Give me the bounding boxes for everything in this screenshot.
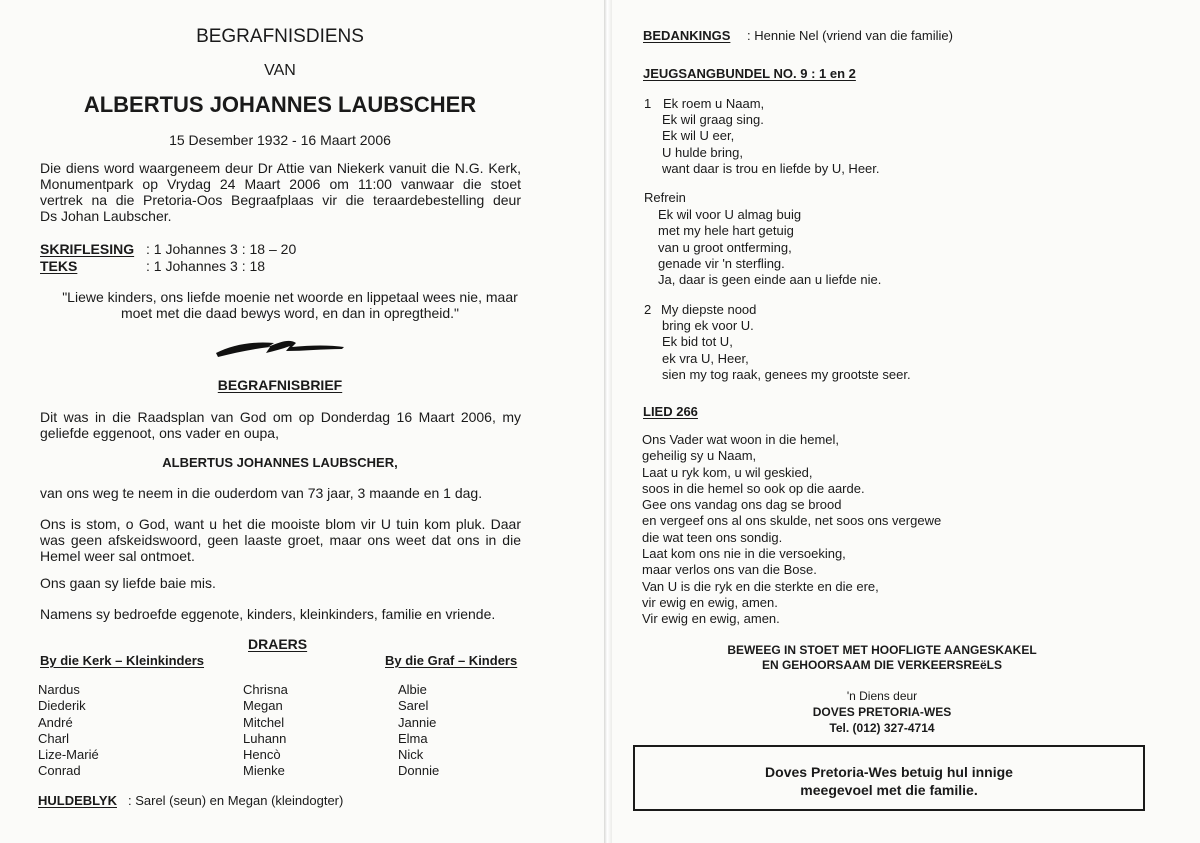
verse2-first-line: My diepste nood bbox=[661, 302, 757, 317]
company-phone: Tel. (012) 327-4714 bbox=[829, 721, 935, 735]
pallbearer-name: Sarel bbox=[398, 698, 429, 714]
begrafnisbrief-heading: BEGRAFNISBRIEF bbox=[217, 377, 343, 393]
bedankings-label: BEDANKINGS bbox=[643, 28, 731, 43]
verse-line: Ek wil graag sing. bbox=[662, 112, 764, 127]
service-line: Ds Johan Laubscher. bbox=[40, 208, 172, 224]
deceased-name-repeat: ALBERTUS JOHANNES LAUBSCHER, bbox=[162, 455, 398, 470]
pallbearer-name: Albie bbox=[398, 682, 427, 697]
service-line: Monumentpark op Vrydag 24 Maart 2006 om 11:00 vanwaar die stoet bbox=[40, 176, 521, 192]
pallbearer-name: Mitchel bbox=[243, 714, 285, 730]
pallbearer-name: Mienke bbox=[243, 763, 285, 779]
lied-line: vir ewig en ewig, amen. bbox=[642, 594, 778, 610]
verse2-number: 2 bbox=[644, 302, 652, 317]
huldeblyk-label: HULDEBLYK bbox=[38, 793, 117, 808]
stom-line: Hemel weer sal ontmoet. bbox=[40, 548, 195, 564]
company-name: DOVES PRETORIA-WES bbox=[812, 705, 952, 719]
verse-line: want daar is trou en liefde by U, Heer. bbox=[662, 160, 880, 176]
lied-line: Ons Vader wat woon in die hemel, bbox=[642, 432, 840, 447]
graf-pallbearers-col bbox=[398, 682, 439, 780]
lied-lines bbox=[642, 432, 941, 628]
verse-line: sien my tog raak, genees my grootste seer. bbox=[662, 366, 911, 382]
stom-line: Ons is stom, o God, want u het die mooiste blom vir U tuin kom pluk. Daar bbox=[40, 516, 521, 532]
verse2-lines bbox=[662, 318, 911, 383]
stom-line: was geen afskeidswoord, geen laaste groet, maar ons weet dat ons in die bbox=[40, 532, 521, 548]
service-heading: BEGRAFNISDIENS bbox=[196, 26, 364, 47]
kerk-heading: By die Kerk – Kleinkinders bbox=[40, 653, 205, 668]
refrein-label: Refrein bbox=[644, 190, 686, 205]
graf-heading: By die Graf – Kinders bbox=[385, 653, 518, 668]
pallbearer-name: Jannie bbox=[398, 714, 437, 730]
pallbearer-name: Hencò bbox=[243, 747, 281, 763]
lied-line: Gee ons vandag ons dag se brood bbox=[642, 497, 842, 513]
pallbearer-name: Chrisna bbox=[243, 682, 288, 697]
scripture-quote bbox=[30, 289, 550, 321]
skriflesing-label: SKRIFLESING bbox=[40, 241, 135, 257]
pallbearer-name: Conrad bbox=[38, 763, 81, 779]
lied-line: Van U is die ryk en die sterkte en die ere, bbox=[642, 578, 879, 594]
skriflesing-value: : 1 Johannes 3 : 18 – 20 bbox=[146, 241, 297, 257]
refrein-line: Ek wil voor U almag buig bbox=[658, 207, 802, 222]
jeugsangbundel-heading: JEUGSANGBUNDEL NO. 9 : 1 en 2 bbox=[643, 66, 856, 81]
brief-line: geliefde eggenoot, ons vader en oupa, bbox=[40, 425, 279, 441]
life-dates: 15 Desember 1932 - 16 Maart 2006 bbox=[169, 132, 391, 148]
verse-line: bring ek voor U. bbox=[662, 318, 754, 333]
lied-line: die wat teen ons sondig. bbox=[642, 529, 783, 545]
condolence-box bbox=[633, 745, 1145, 811]
refrein-line: Ja, daar is geen einde aan u liefde nie. bbox=[658, 272, 882, 288]
brief-paragraph bbox=[40, 409, 521, 441]
names-line: Namens sy bedroefde eggenote, kinders, kleinkinders, familie en vriende. bbox=[40, 606, 496, 622]
teks-label: TEKS bbox=[40, 258, 78, 274]
notice-line: BEWEEG IN STOET MET HOOFLIGTE AANGESKAKEL bbox=[727, 643, 1037, 657]
verse1-first-line: Ek roem u Naam, bbox=[663, 96, 765, 111]
lied-line: geheilig sy u Naam, bbox=[642, 448, 757, 464]
lied-heading: LIED 266 bbox=[643, 404, 698, 419]
stom-paragraph bbox=[40, 516, 521, 564]
refrein-line: genade vir 'n sterfling. bbox=[658, 255, 785, 271]
lied-line: en vergeef ons al ons skulde, net soos ons vergewe bbox=[642, 513, 942, 529]
verse-line: ek vra U, Heer, bbox=[662, 350, 749, 366]
lied-line: Laat u ryk kom, u wil geskied, bbox=[642, 464, 813, 480]
pallbearer-name: Diederik bbox=[38, 698, 86, 714]
pallbearer-name: Lize-Marié bbox=[38, 747, 99, 763]
quote-line: moet met die daad bewys word, en dan in opregtheid." bbox=[120, 305, 460, 321]
huldeblyk-value: : Sarel (seun) en Megan (kleindogter) bbox=[128, 793, 344, 808]
verse-line: U hulde bring, bbox=[662, 144, 743, 160]
decorative-brushstroke bbox=[212, 335, 348, 361]
brief-line: Dit was in die Raadsplan van God om op Donderdag 16 Maart 2006, my bbox=[40, 409, 521, 425]
deceased-name: ALBERTUS JOHANNES LAUBSCHER bbox=[83, 92, 477, 117]
lied-line: Laat kom ons nie in die versoeking, bbox=[642, 546, 846, 562]
verse-line: Ek wil U eer, bbox=[662, 128, 735, 144]
pallbearer-name: Nick bbox=[398, 747, 424, 763]
pallbearer-name: Nardus bbox=[38, 682, 80, 697]
verse1-lines bbox=[662, 112, 880, 177]
teks-value: : 1 Johannes 3 : 18 bbox=[146, 258, 266, 274]
condolence-line: Doves Pretoria-Wes betuig hul innige bbox=[765, 764, 1013, 780]
pallbearer-name: Megan bbox=[243, 698, 283, 714]
procession-notice bbox=[672, 643, 1092, 673]
verse-line: Ek bid tot U, bbox=[662, 334, 733, 350]
draers-heading: DRAERS bbox=[248, 636, 308, 652]
refrein-line: met my hele hart getuig bbox=[658, 223, 794, 239]
pallbearer-name: Charl bbox=[38, 730, 70, 746]
quote-line: "Liewe kinders, ons liefde moenie net woorde en lippetaal wees nie, maar bbox=[62, 289, 518, 305]
pallbearer-name: André bbox=[38, 714, 73, 730]
van-label: VAN bbox=[264, 62, 296, 79]
notice-line: EN GEHOORSAAM DIE VERKEERSREëLS bbox=[761, 658, 1003, 672]
lied-line: maar verlos ons van die Bose. bbox=[642, 562, 817, 578]
kerk-pallbearers-col2 bbox=[243, 682, 288, 780]
service-line: Die diens word waargeneem deur Dr Attie van Niekerk vanuit die N.G. Kerk, bbox=[40, 160, 521, 176]
age-line: van ons weg te neem in die ouderdom van 73 jaar, 3 maande en 1 dag. bbox=[40, 485, 483, 501]
diens-deur: 'n Diens deur bbox=[846, 689, 918, 703]
lied-line: soos in die hemel so ook op die aarde. bbox=[642, 480, 865, 496]
lied-line: Vir ewig en ewig, amen. bbox=[642, 611, 780, 627]
pallbearer-name: Luhann bbox=[243, 730, 287, 746]
condolence-line: meegevoel met die familie. bbox=[800, 782, 978, 798]
refrein-line: van u groot ontferming, bbox=[658, 239, 792, 255]
page-fold bbox=[604, 0, 612, 843]
refrein-lines bbox=[658, 207, 881, 288]
service-paragraph bbox=[40, 160, 521, 224]
pallbearer-name: Donnie bbox=[398, 763, 440, 779]
pallbearer-name: Elma bbox=[398, 730, 428, 746]
bedankings-value: : Hennie Nel (vriend van die familie) bbox=[747, 28, 953, 43]
kerk-pallbearers-col1 bbox=[38, 682, 99, 780]
right-page bbox=[612, 0, 1200, 843]
verse1-number: 1 bbox=[644, 96, 652, 111]
service-line: vertrek na die Pretoria-Oos Begraafplaas vir die teraardebestelling deur bbox=[40, 192, 521, 208]
miss-line: Ons gaan sy liefde baie mis. bbox=[40, 575, 216, 591]
